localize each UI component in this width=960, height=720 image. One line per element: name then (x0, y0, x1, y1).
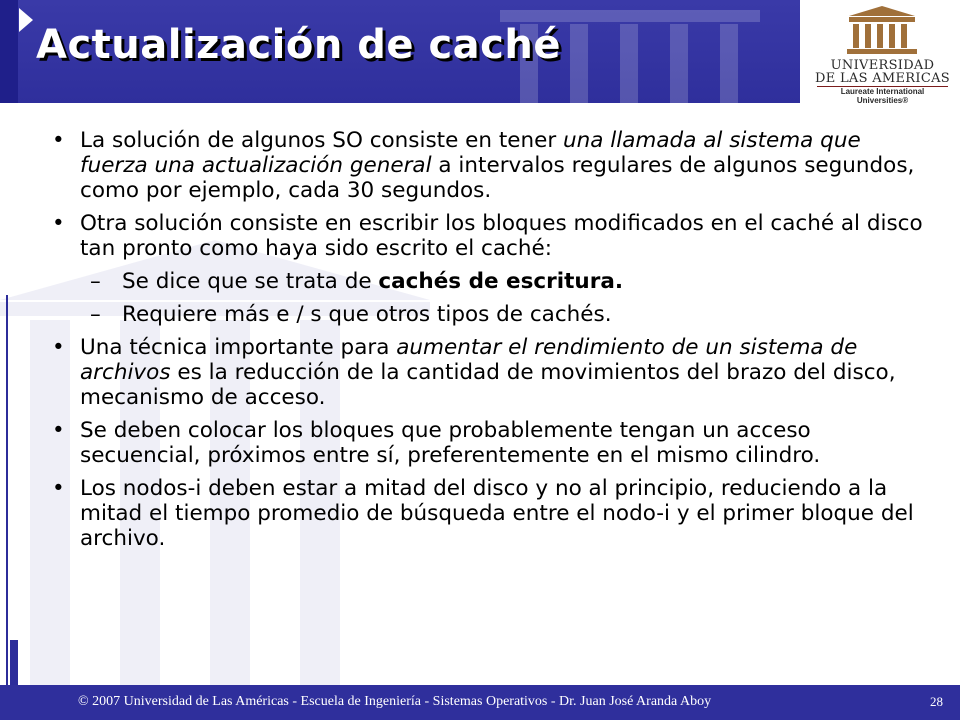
bullet-text: Los nodos-i deben estar a mitad del disco y no al principio, reduciendo a la mitad el tiempo promedio de búsqueda entre el nodo-i y el primer bloque del archivo. (80, 476, 914, 551)
bullet-text: Se deben colocar los bloques que probablemente tengan un acceso secuencial, próximos entre sí, preferentemente en el mismo cilindro. (80, 418, 821, 468)
logo-line-3: Laureate International Universities® (840, 87, 925, 105)
logo-line-2: DE LAS AMERICAS (815, 71, 950, 86)
bullet-marker: • (52, 211, 65, 236)
bullet-item (50, 128, 930, 203)
bullet-text: a intervalos regulares de algunos segundos, como por ejemplo, cada 30 segundos. (80, 153, 915, 203)
bullet-text: es la reducción de la cantidad de movimientos del brazo del disco, mecanismo de acceso. (80, 360, 896, 410)
sub-bullet-text: Se dice que se trata de (122, 269, 379, 294)
left-accent-bar (0, 0, 18, 103)
bullet-item (50, 418, 930, 468)
bullet-text: Una técnica importante para (80, 335, 397, 360)
sub-bullet-text-bold: cachés de escritura. (378, 269, 623, 294)
bullet-item (50, 476, 930, 551)
dash-marker: – (90, 302, 101, 327)
bullet-item (50, 335, 930, 410)
bullet-marker: • (52, 476, 65, 501)
university-logo (815, 6, 950, 105)
sub-bullet-item (50, 269, 930, 294)
sub-bullet-text: Requiere más e / s que otros tipos de cachés. (122, 302, 612, 327)
bullet-text: La solución de algunos SO consiste en tener (80, 128, 564, 153)
bullet-item (50, 211, 930, 261)
bullet-marker: • (52, 335, 65, 360)
bullet-marker: • (52, 418, 65, 443)
arrow-right-icon (19, 8, 33, 32)
dash-marker: – (90, 269, 101, 294)
left-vertical-block (10, 640, 18, 685)
footer-text: © 2007 Universidad de Las Américas - Escuela de Ingeniería - Sistemas Operativos - Dr. Juan José Aranda Aboy (78, 694, 712, 709)
slide-body (50, 128, 930, 559)
bullet-text: Otra solución consiste en escribir los bloques modificados en el caché al disco tan pronto como haya sido escrito el caché: (80, 211, 923, 261)
bullet-text-emphasis: aumentar el rendimiento de un sistema de archivos (80, 335, 858, 385)
page-number: 28 (930, 694, 943, 709)
bullet-marker: • (52, 128, 65, 153)
sub-bullet-item (50, 302, 930, 327)
left-vertical-line (6, 295, 8, 685)
logo-line-1: UNIVERSIDAD (830, 58, 935, 73)
slide-title: Actualización de caché (36, 22, 561, 68)
building-logo-icon (815, 6, 950, 58)
bullet-text-emphasis: una llamada al sistema que fuerza una actualización general (80, 128, 861, 178)
